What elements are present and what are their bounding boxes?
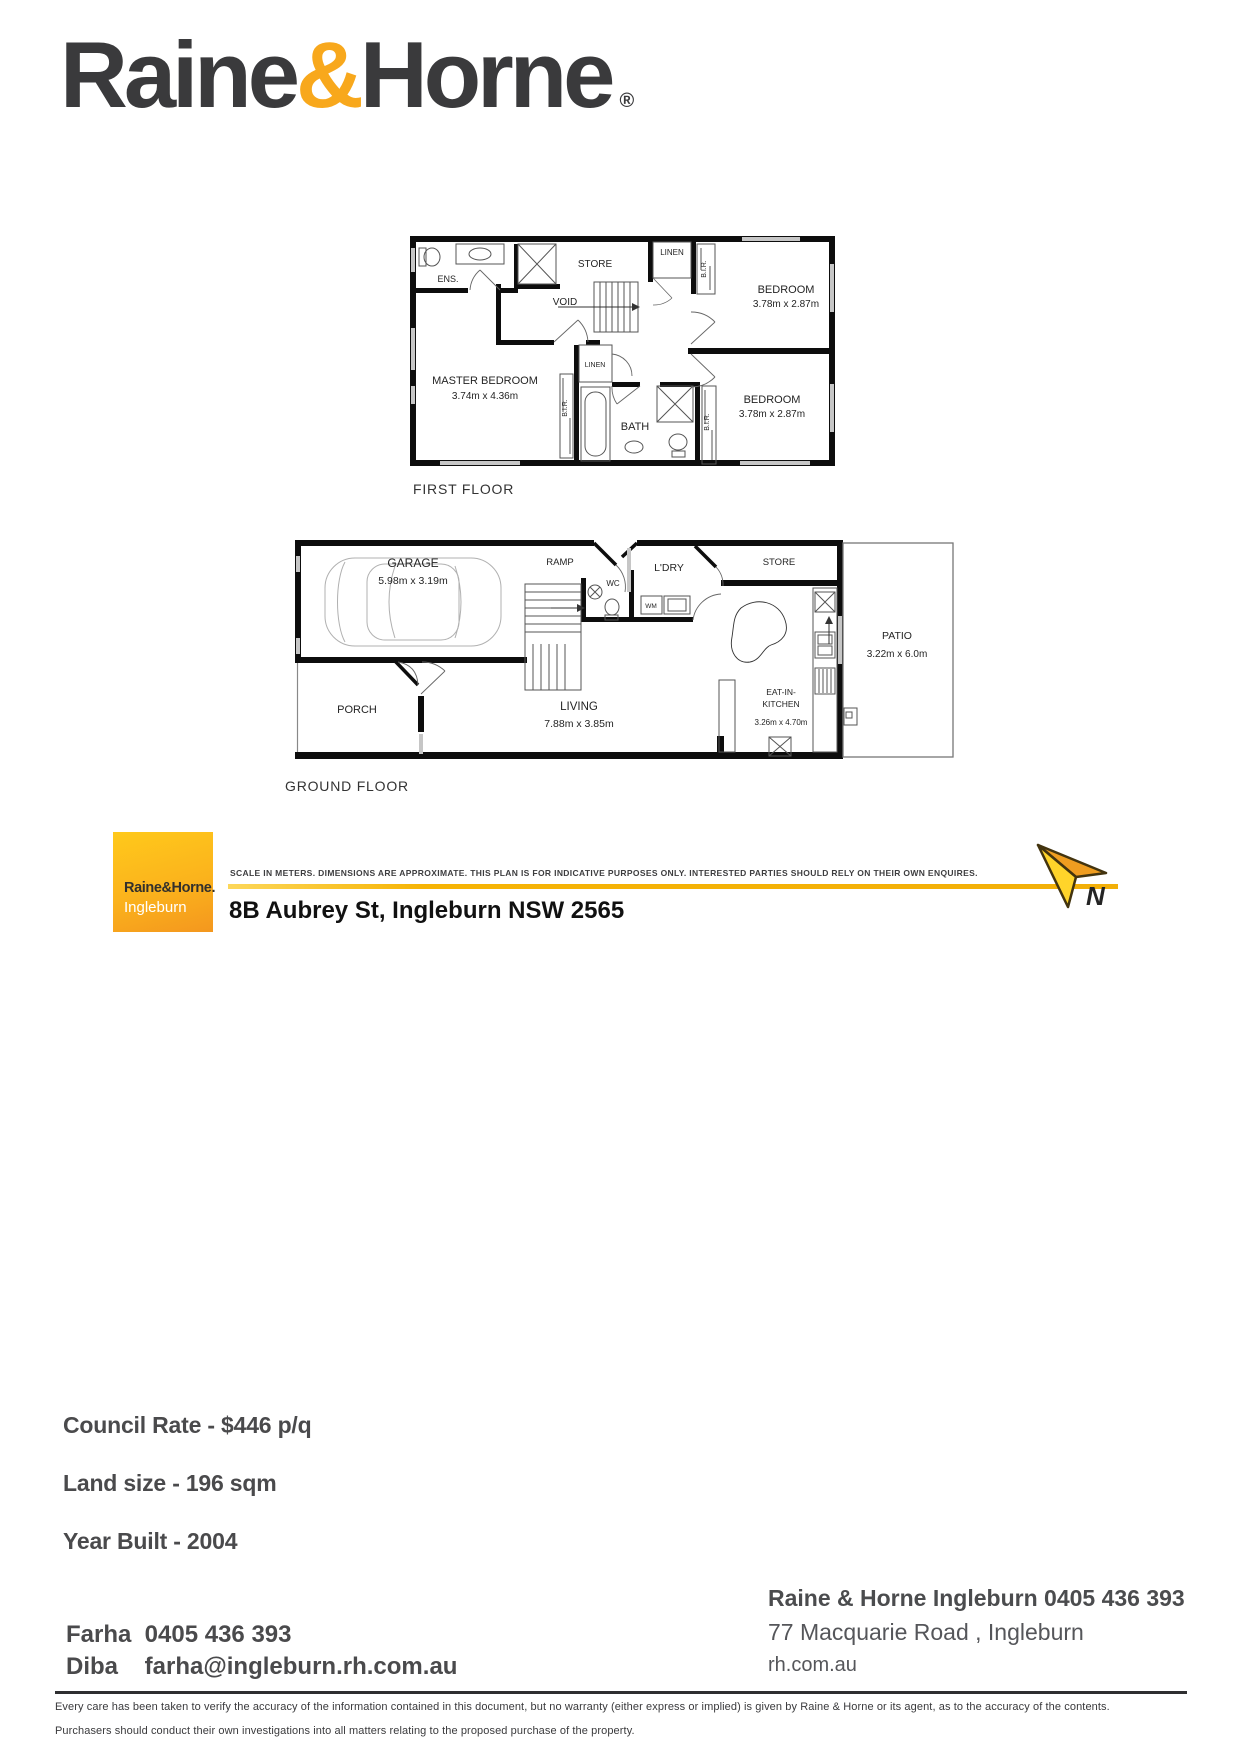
room-label-store-ground: STORE — [762, 557, 796, 568]
ground-floor-caption: GROUND FLOOR — [285, 778, 409, 794]
footer-disclaimer-line2: Purchasers should conduct their own investigations into all matters relating to the proposed purchase of the property. — [55, 1725, 635, 1737]
room-label-void: VOID — [552, 297, 578, 308]
room-label-patio: PATIO — [882, 630, 912, 642]
footer-disclaimer-line1: Every care has been taken to verify the accuracy of the information contained in this document, but no warranty (either express or implied) is given by Raine & Horne or its agent, as to the accuracy of the contents. — [55, 1701, 1110, 1713]
room-dims-living: 7.88m x 3.85m — [544, 718, 614, 730]
stairs-arrow — [632, 303, 640, 311]
room-label-porch: PORCH — [337, 704, 377, 716]
raine-horne-logo — [60, 22, 635, 127]
north-label: N — [1086, 881, 1105, 911]
kitchen-counter — [813, 588, 837, 752]
office-contact-line: Raine & Horne Ingleburn 0405 436 393 — [768, 1585, 1185, 1611]
property-address: 8B Aubrey St, Ingleburn NSW 2565 — [229, 897, 625, 924]
ensuite-basin-icon — [456, 244, 504, 264]
room-label-kitchen-1: EAT-IN- — [766, 687, 796, 697]
office-address: 77 Macquarie Road , Ingleburn — [768, 1619, 1084, 1645]
council-rate-line: Council Rate - $446 p/q — [63, 1412, 312, 1438]
room-label-living: LIVING — [560, 701, 598, 713]
agent-row-2 — [66, 1653, 457, 1681]
first-floor-caption: FIRST FLOOR — [413, 481, 515, 497]
room-dims-bedroom-bottom: 3.78m x 2.87m — [738, 409, 806, 420]
room-label-store: STORE — [577, 259, 613, 270]
bath-basin-icon — [625, 441, 643, 453]
wc-toilet-icon — [605, 599, 619, 620]
ground-floor-plan — [295, 540, 957, 766]
office-logo-brand: Raine&Horne. — [124, 880, 216, 896]
room-dims-kitchen: 3.26m x 4.70m — [754, 718, 808, 727]
land-size-line: Land size - 196 sqm — [63, 1470, 277, 1496]
room-label-bir-bottom: B.I.R. — [704, 413, 711, 431]
patio-door-icon — [844, 708, 857, 725]
room-label-bedroom-bottom: BEDROOM — [743, 394, 801, 406]
first-floor-plan — [410, 236, 835, 466]
room-label-bir-master: B.I.R. — [562, 399, 569, 417]
room-dims-master: 3.74m x 4.36m — [451, 391, 519, 402]
stairs-icon-ground — [525, 584, 581, 690]
bath-toilet-icon — [669, 434, 687, 457]
logo-horne: Horne — [359, 22, 612, 127]
room-label-ldry: L'DRY — [654, 562, 684, 574]
room-label-kitchen-2: KITCHEN — [762, 699, 800, 709]
logo-ampersand: & — [295, 22, 360, 127]
office-logo-box — [113, 832, 216, 932]
agent-row-1 — [66, 1621, 291, 1649]
footer-rule — [55, 1691, 1187, 1694]
agent2-name: Diba — [66, 1653, 119, 1680]
divider-rule — [228, 884, 1118, 889]
room-label-linen-mid: LINEN — [584, 362, 606, 369]
room-dims-bedroom-top: 3.78m x 2.87m — [752, 299, 820, 310]
room-label-ens: ENS. — [437, 274, 459, 284]
office-contact-block — [768, 1585, 1185, 1677]
kitchen-chair-icon — [731, 602, 786, 662]
room-dims-garage: 5.98m x 3.19m — [378, 575, 448, 587]
ensuite-shower-icon — [518, 244, 556, 284]
ensuite-toilet-icon — [419, 248, 440, 266]
room-label-bir-top: B.I.R. — [701, 260, 708, 278]
bath-shower-icon — [657, 386, 693, 422]
laundry-tub-icon — [664, 596, 690, 614]
patio-arrow-head — [825, 616, 833, 624]
label-wm: WM — [645, 603, 657, 610]
room-label-ramp: RAMP — [546, 557, 574, 568]
scale-disclaimer: SCALE IN METERS. DIMENSIONS ARE APPROXIMATE. THIS PLAN IS FOR INDICATIVE PURPOSES ONLY. INTERESTED PARTIES SHOULD RELY ON THEIR OWN ENQUIRES. — [230, 868, 978, 878]
room-label-master: MASTER BEDROOM — [432, 375, 538, 387]
registered-mark-icon: ® — [619, 90, 635, 112]
room-dims-patio: 3.22m x 6.0m — [866, 649, 928, 660]
car-icon — [325, 558, 501, 646]
room-label-wc: WC — [606, 579, 620, 588]
room-label-bedroom-top: BEDROOM — [757, 284, 815, 296]
room-label-bath: BATH — [620, 421, 650, 433]
wc-light-icon — [588, 585, 602, 599]
room-label-linen-top: LINEN — [660, 248, 684, 257]
office-website: rh.com.au — [768, 1654, 857, 1676]
agent1-name: Farha — [66, 1621, 132, 1648]
agent1-phone: 0405 436 393 — [144, 1621, 292, 1648]
bathtub-icon — [581, 387, 610, 461]
agent2-email: farha@ingleburn.rh.com.au — [144, 1653, 458, 1680]
logo-raine: Raine — [60, 22, 296, 127]
room-label-garage: GARAGE — [387, 556, 439, 570]
office-logo-location: Ingleburn — [124, 898, 187, 916]
north-arrow-icon — [1034, 841, 1130, 917]
year-built-line: Year Built - 2004 — [63, 1528, 238, 1554]
